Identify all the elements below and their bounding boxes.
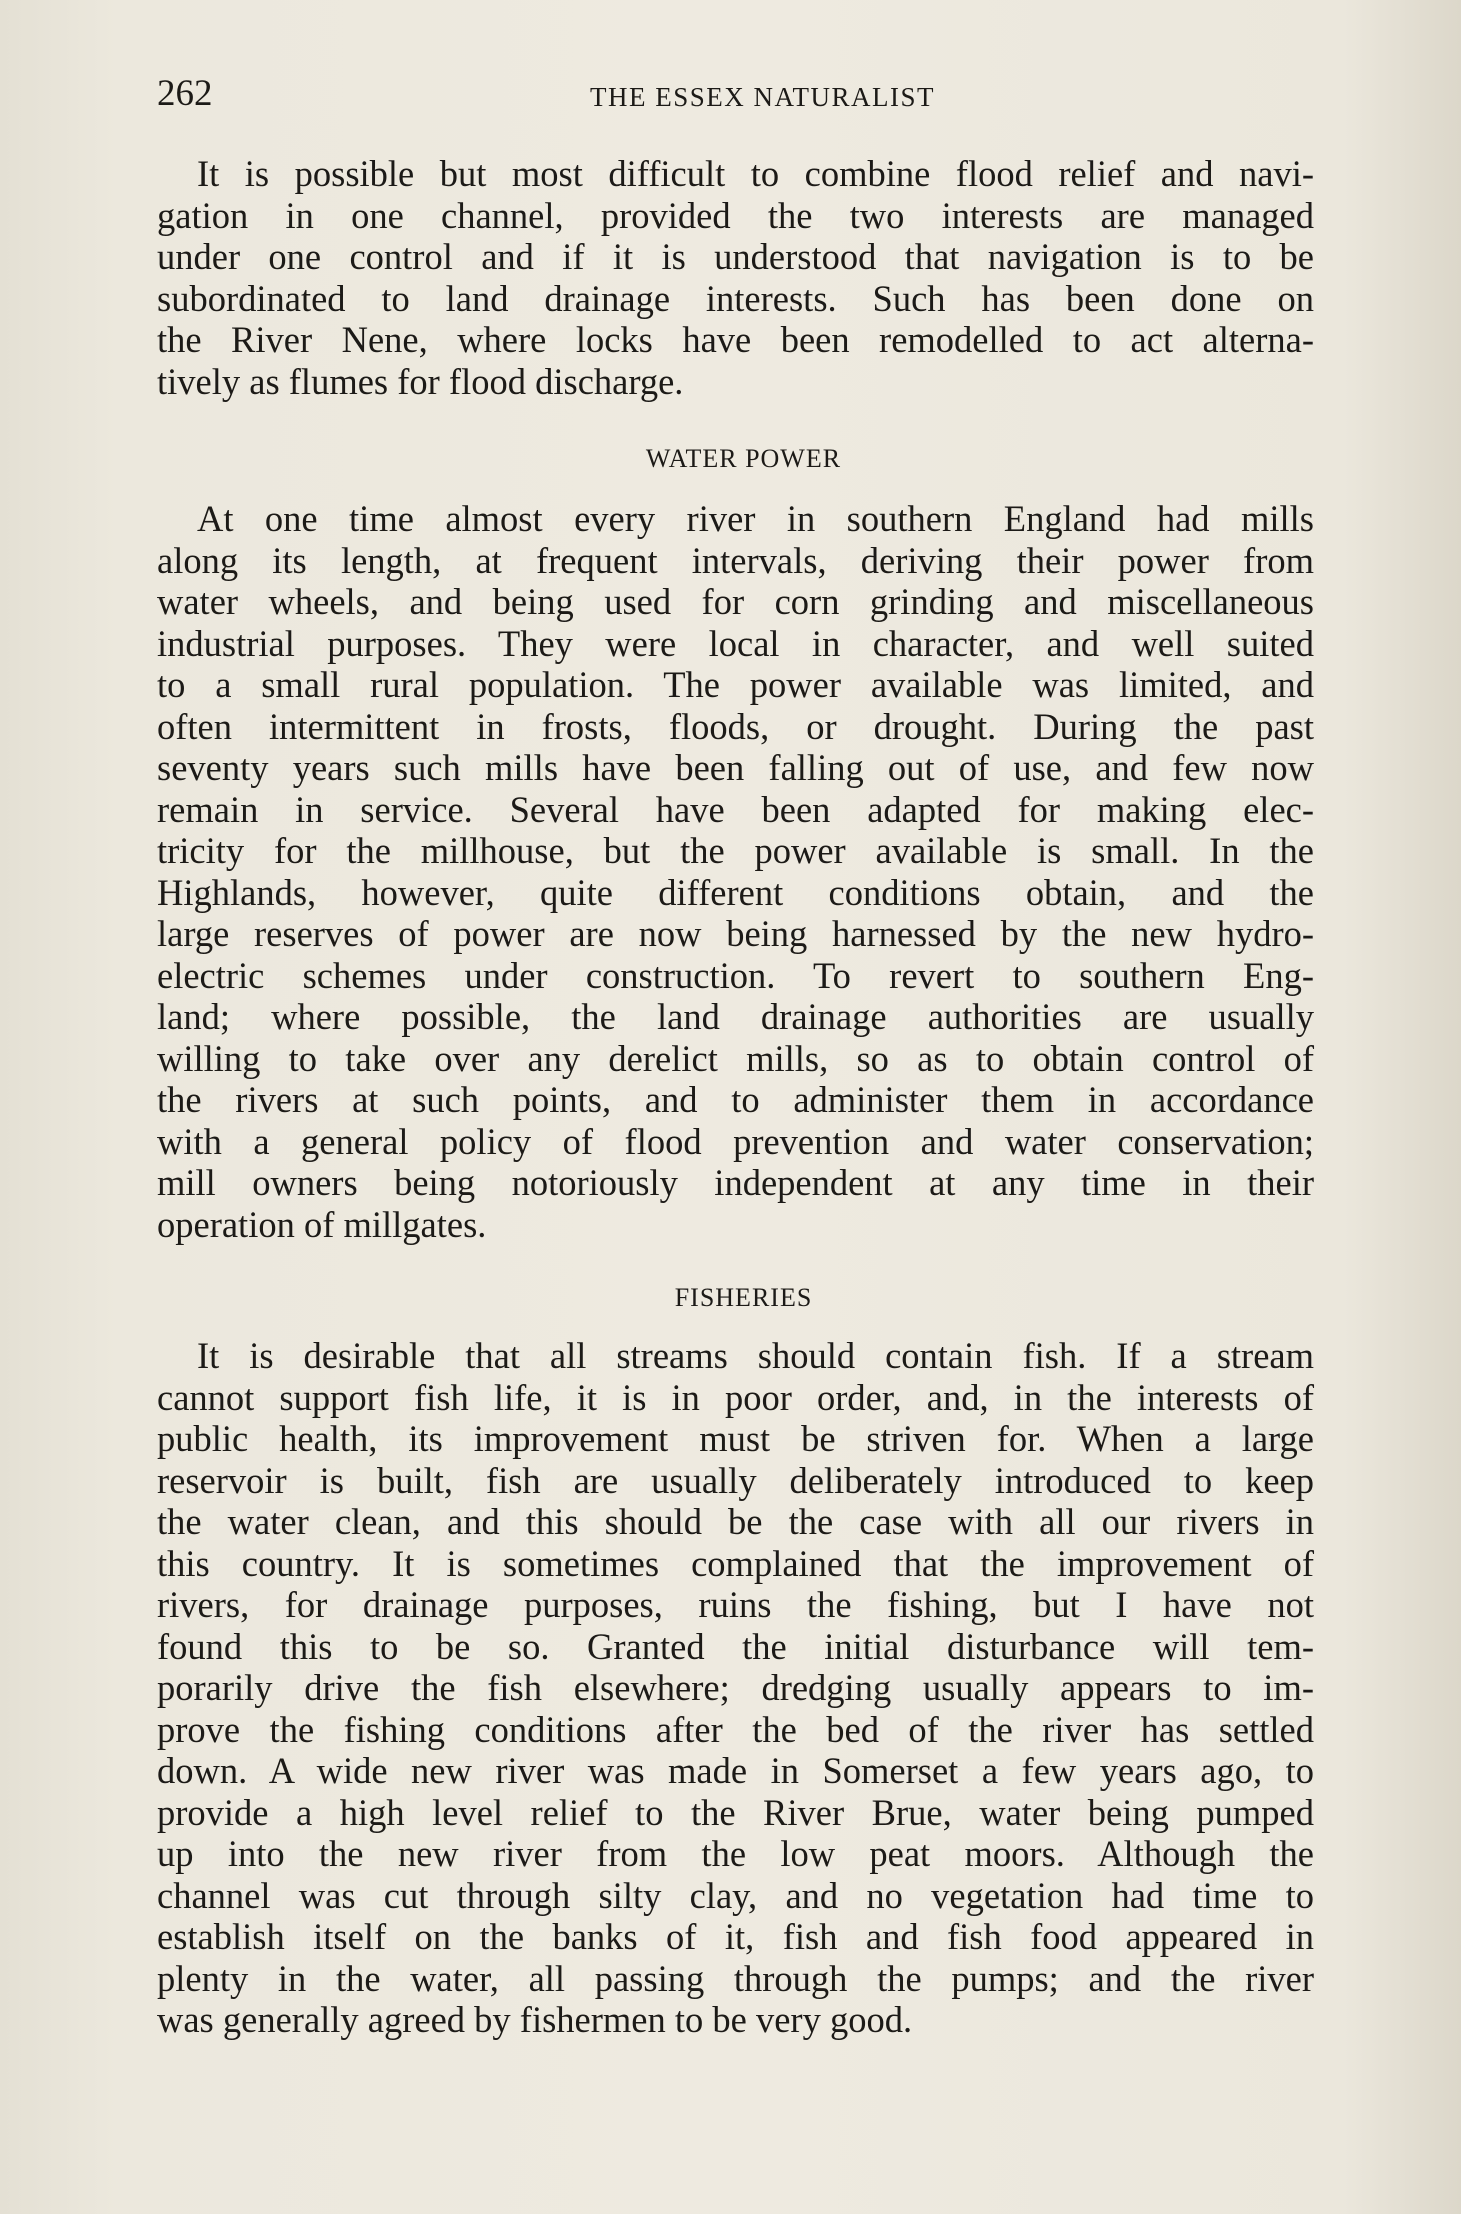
section-heading-fisheries: FISHERIES [674,1283,813,1312]
text-line: It is possible but most difficult to combine flood relief and navi- [197,153,1314,194]
text-line: down. A wide new river was made in Somerset a few years ago, to [157,1750,1314,1791]
text-line: to a small rural population. The power available was limited, and [157,664,1314,705]
text-line: public health, its improvement must be striven for. When a large [157,1418,1314,1459]
text-line: establish itself on the banks of it, fish and fish food appeared in [157,1916,1314,1957]
text-line: subordinated to land drainage interests. Such has been done on [157,277,1314,319]
text-line: porarily drive the fish elsewhere; dredging usually appears to im- [157,1667,1314,1708]
text-line: provide a high level relief to the River Brue, water being pumped [157,1791,1314,1833]
text-line: operation of millgates. [157,1203,487,1245]
text-line: often intermittent in frosts, floods, or drought. During the past [157,705,1314,747]
text-line: with a general policy of flood prevention and water conservation; [157,1120,1314,1162]
text-line: the water clean, and this should be the case with all our rivers in [157,1501,1314,1542]
text-line: plenty in the water, all passing through the pumps; and the river [157,1957,1314,1999]
text-line: willing to take over any derelict mills, so as to obtain control of [157,1037,1314,1079]
text-line: rivers, for drainage purposes, ruins the fishing, but I have not [157,1584,1314,1625]
text-line: remain in service. Several have been adapted for making elec- [157,788,1314,830]
text-line: channel was cut through silty clay, and no vegetation had time to [157,1874,1314,1916]
text-line: found this to be so. Granted the initial disturbance will tem- [157,1625,1314,1667]
text-line: tricity for the millhouse, but the power available is small. In the [157,830,1314,871]
text-line: It is desirable that all streams should contain fish. If a stream [197,1335,1314,1376]
text-line: cannot support fish life, it is in poor order, and, in the interests of [157,1376,1314,1418]
page-number: 262 [157,73,213,114]
text-line: Highlands, however, quite different conditions obtain, and the [157,871,1314,913]
paragraph-fisheries [157,1335,1314,2041]
text-line: At one time almost every river in southern England had mills [197,498,1314,539]
text-line: mill owners being notoriously independent at any time in their [157,1162,1314,1203]
text-line: the rivers at such points, and to administer them in accordance [157,1079,1314,1120]
paragraph-flood-relief-navigation [157,153,1314,402]
paragraph-water-power [157,498,1314,1245]
text-line: was generally agreed by fishermen to be very good. [157,1999,913,2040]
body-text [157,153,1314,2041]
running-title: THE ESSEX NATURALIST [590,82,935,112]
text-line: this country. It is sometimes complained that the improvement of [157,1542,1314,1584]
text-line: tively as flumes for flood discharge. [157,360,684,402]
section-heading-water-power: WATER POWER [645,444,842,473]
text-line: industrial purposes. They were local in character, and well suited [157,622,1314,664]
text-line: large reserves of power are now being harnessed by the new hydro- [157,913,1314,954]
text-line: land; where possible, the land drainage authorities are usually [157,996,1314,1037]
text-line: seventy years such mills have been falling out of use, and few now [157,747,1314,788]
text-line: up into the new river from the low peat moors. Although the [157,1833,1314,1874]
text-line: along its length, at frequent intervals, deriving their power from [157,539,1314,581]
text-line: water wheels, and being used for corn grinding and miscellaneous [157,581,1314,622]
text-line: prove the fishing conditions after the bed of the river has settled [157,1708,1314,1750]
text-line: electric schemes under construction. To revert to southern Eng- [157,954,1314,996]
text-line: gation in one channel, provided the two interests are managed [157,194,1314,236]
text-line: under one control and if it is understood that navigation is to be [157,236,1314,277]
text-line: the River Nene, where locks have been remodelled to act alterna- [157,319,1314,360]
text-line: reservoir is built, fish are usually deliberately introduced to keep [157,1459,1314,1501]
